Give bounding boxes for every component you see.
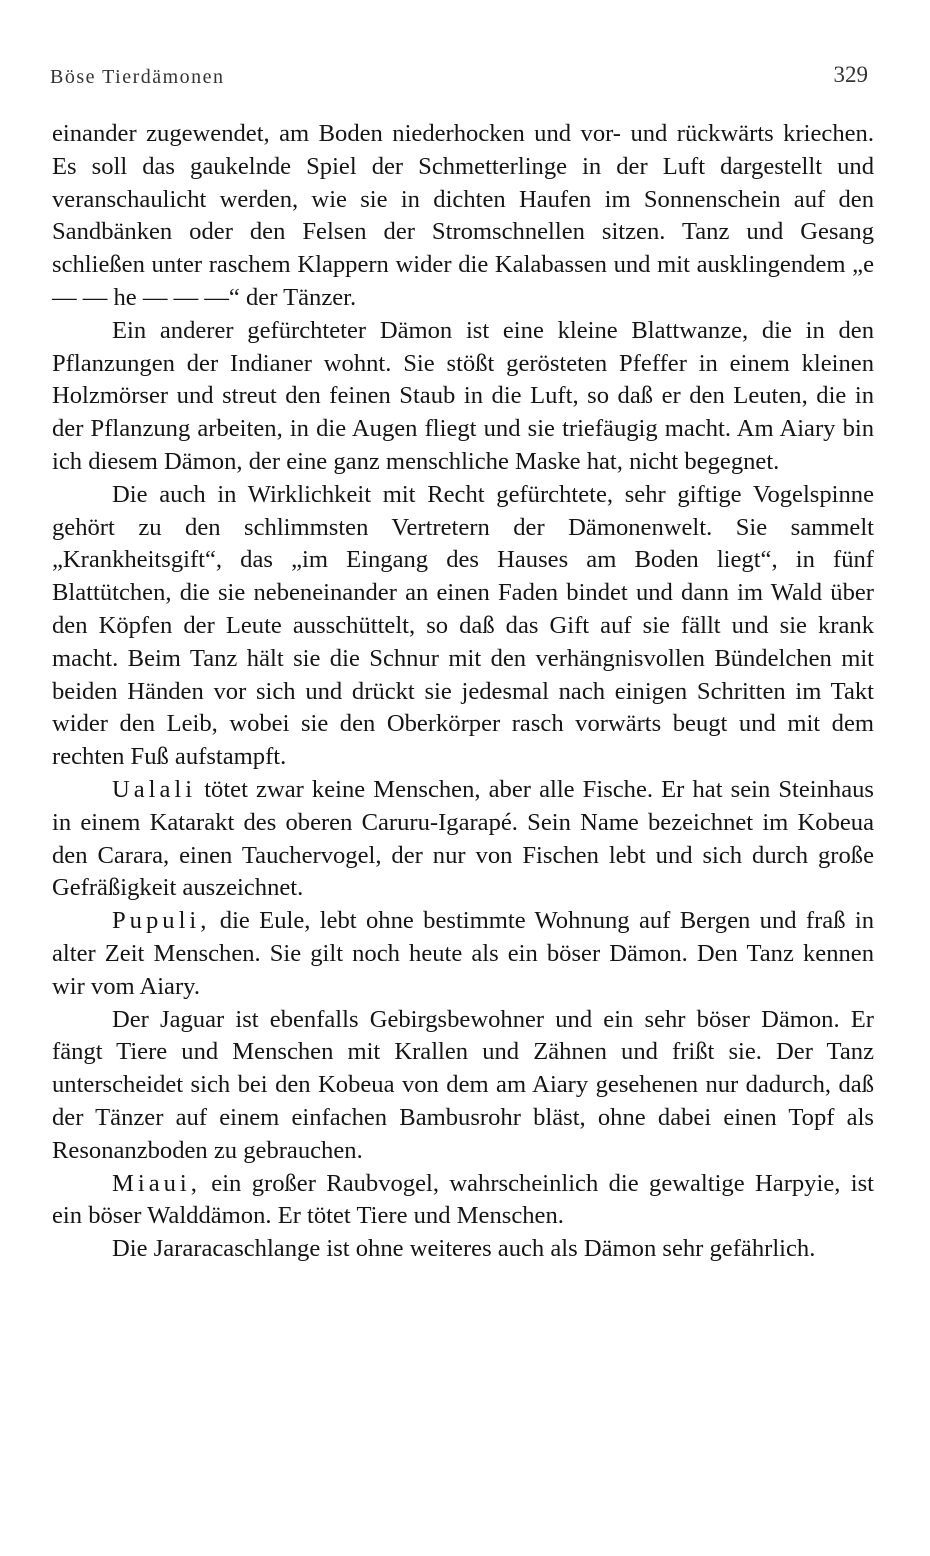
body-text [52,118,874,1266]
paragraph-text: Die Jararacaschlange ist ohne weiteres auch als Dämon sehr gefährlich. [112,1235,816,1263]
paragraph-jaguar [52,1004,874,1168]
paragraph-butterfly-dance [52,118,874,315]
paragraph-text: tötet zwar keine Menschen, aber alle Fische. Er hat sein Steinhaus in einem Katarakt des oberen Caruru-Igarapé. Sein Name bezeichnet im Kobeua den Carara, einen Tauchervogel, der nur von Fischen lebt und sich durch große Gefräßigkeit auszeichnet. [52,775,874,902]
paragraph-ualali [52,774,874,905]
paragraph-text: einander zugewendet, am Boden niederhocken und vor- und rückwärts kriechen. Es soll das gaukelnde Spiel der Schmetterlinge in der Luft dargestellt und veranschaulicht werden, wie sie in dichten Haufen im Sonnenschein auf den Sandbänken oder den Felsen der Stromschnellen sitzen. Tanz und Gesang schließen unter raschem Klappern wider die Kalabassen und mit ausklingendem „e — — he — — —“ der Tänzer. [52,120,874,311]
running-title: Böse Tierdämonen [50,66,225,88]
paragraph-jararaca [52,1233,874,1266]
paragraph-text: Der Jaguar ist ebenfalls Gebirgsbewohner und ein sehr böser Dämon. Er fängt Tiere und Menschen mit Krallen und Zähnen und frißt sie. Der Tanz unterscheidet sich bei den Kobeua von dem am Aiary gesehenen nur dadurch, daß der Tänzer auf einem einfachen Bambusrohr bläst, ohne dabei einen Topf als Resonanzboden zu gebrauchen. [52,1005,874,1164]
paragraph-leaf-bug [52,315,874,479]
paragraph-bird-spider [52,479,874,774]
paragraph-miaui [52,1168,874,1234]
demon-name-ualali: Ualali [112,775,197,803]
page-number: 329 [833,62,868,87]
paragraph-pupuli [52,905,874,1003]
running-head [50,62,868,96]
demon-name-pupuli: Pupuli, [112,907,211,935]
demon-name-miaui: Miaui, [112,1169,201,1197]
paragraph-text: Ein anderer gefürchteter Dämon ist eine kleine Blattwanze, die in den Pflanzungen der Indianer wohnt. Sie stößt gerösteten Pfeffer in einem kleinen Holzmörser und streut den feinen Staub in die Luft, so daß er den Leuten, die in der Pflanzung arbeiten, in die Augen fliegt und sie triefäugig macht. Am Aiary bin ich diesem Dämon, der eine ganz menschliche Maske hat, nicht begegnet. [52,316,874,475]
paragraph-text: die Eule, lebt ohne bestimmte Wohnung auf Bergen und fraß in alter Zeit Menschen. Sie gilt noch heute als ein böser Dämon. Den Tanz kennen wir vom Aiary. [52,907,874,1000]
paragraph-text: Die auch in Wirklichkeit mit Recht gefürchtete, sehr giftige Vogelspinne gehört zu den schlimmsten Vertretern der Dämonenwelt. Sie sammelt „Krankheitsgift“, das „im Eingang des Hauses am Boden liegt“, in fünf Blattütchen, die sie nebeneinander an einen Faden bindet und dann im Wald über den Köpfen der Leute ausschüttelt, so daß das Gift auf sie fällt und sie krank macht. Beim Tanz hält sie die Schnur mit den verhängnisvollen Bündelchen mit beiden Händen vor sich und drückt sie jedesmal nach einigen Schritten im Takt wider den Leib, wobei sie den Oberkörper rasch vorwärts beugt und mit dem rechten Fuß aufstampft. [52,480,874,771]
paragraph-text: ein großer Raubvogel, wahrscheinlich die gewaltige Harpyie, ist ein böser Walddämon. Er tötet Tiere und Menschen. [52,1169,874,1230]
